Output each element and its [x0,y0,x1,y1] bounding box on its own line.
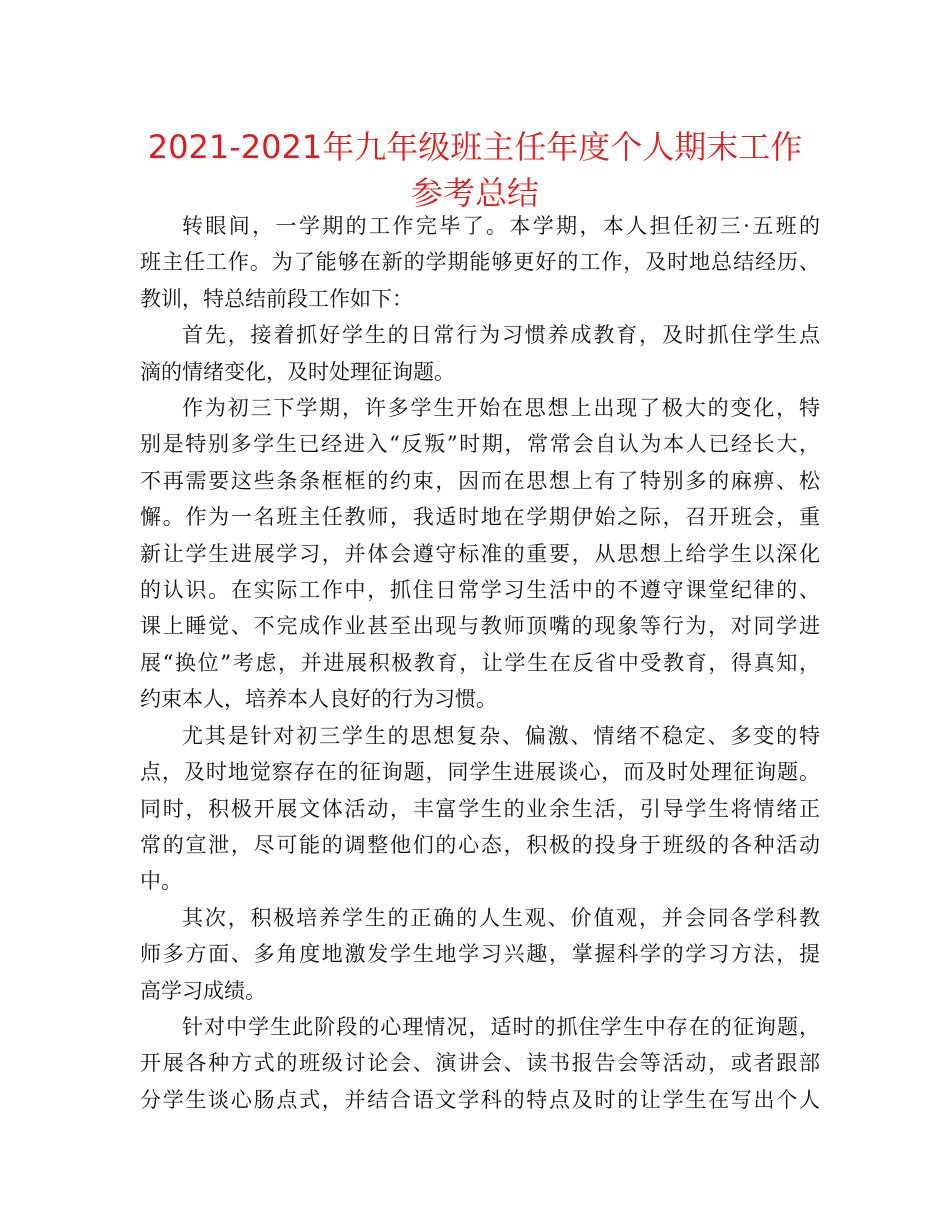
text-line: 的认识。在实际工作中，抓住日常学习生活中的不遵守课堂纪律的、 [140,578,820,603]
text-line: 课上睡觉、不完成作业甚至出现与教师顶嘴的现象等行为，对同学进 [140,614,820,639]
text-line: 展“换位”考虑，并进展积极教育，让学生在反省中受教育，得真知， [140,650,820,675]
text-line: 尤其是针对初三学生的思想复杂、偏激、情绪不稳定、多变的特 [182,723,820,748]
text-line: 新让学生进展学习，并体会遵守标准的重要，从思想上给学生以深化 [140,541,820,566]
paragraph [140,390,820,718]
text-line: 点，及时地觉察存在的征询题，同学生进展谈心，而及时处理征询题。 [140,760,820,785]
text-line: 转眼间，一学期的工作完毕了。本学期，本人担任初三·五班的 [182,214,820,238]
text-line: 教训，特总结前段工作如下： [140,286,413,311]
text-line: 不再需要这些条条框框的约束，因而在思想上有了特别多的麻痹、松 [140,468,820,493]
paragraph [140,1009,820,1118]
text-line: 中。 [140,869,182,894]
text-line: 其次，积极培养学生的正确的人生观、价值观，并会同各学科教 [182,905,820,930]
text-line: 分学生谈心肠点式，并结合语文学科的特点及时的让学生在写出个人 [140,1087,820,1112]
text-line: 首先，接着抓好学生的日常行为习惯养成教育，及时抓住学生点 [182,323,820,348]
text-line: 常的宣泄，尽可能的调整他们的心态，积极的投身于班级的各种活动 [140,832,820,857]
text-line: 约束本人，培养本人良好的行为习惯。 [140,687,497,712]
text-line: 滴的情绪变化，及时处理征询题。 [140,359,455,384]
text-line: 开展各种方式的班级讨论会、演讲会、读书报告会等活动，或者跟部 [140,1051,820,1076]
text-line: 师多方面、多角度地激发学生地学习兴趣，掌握科学的学习方法，提 [140,942,820,967]
text-line: 作为初三下学期，许多学生开始在思想上出现了极大的变化，特 [182,396,820,421]
text-line: 高学习成绩。 [140,978,266,1003]
document-body [140,208,820,1118]
document-title-line-2: 参考总结 [410,174,539,212]
text-line: 别是特别多学生已经进入“反叛”时期，常常会自认为本人已经长大， [140,432,820,457]
paragraph [140,900,820,1009]
text-line: 针对中学生此阶段的心理情况，适时的抓住学生中存在的征询题， [182,1014,820,1039]
text-line: 班主任工作。为了能够在新的学期能够更好的工作，及时地总结经历、 [140,250,820,275]
paragraph [140,208,820,317]
paragraph [140,317,820,390]
text-line: 同时，积极开展文体活动，丰富学生的业余生活，引导学生将情绪正 [140,796,820,821]
paragraph [140,718,820,900]
document-title-line-1: 2021-2021年九年级班主任年度个人期末工作 [147,128,803,166]
text-line: 懈。作为一名班主任教师，我适时地在学期伊始之际，召开班会，重 [140,505,820,530]
